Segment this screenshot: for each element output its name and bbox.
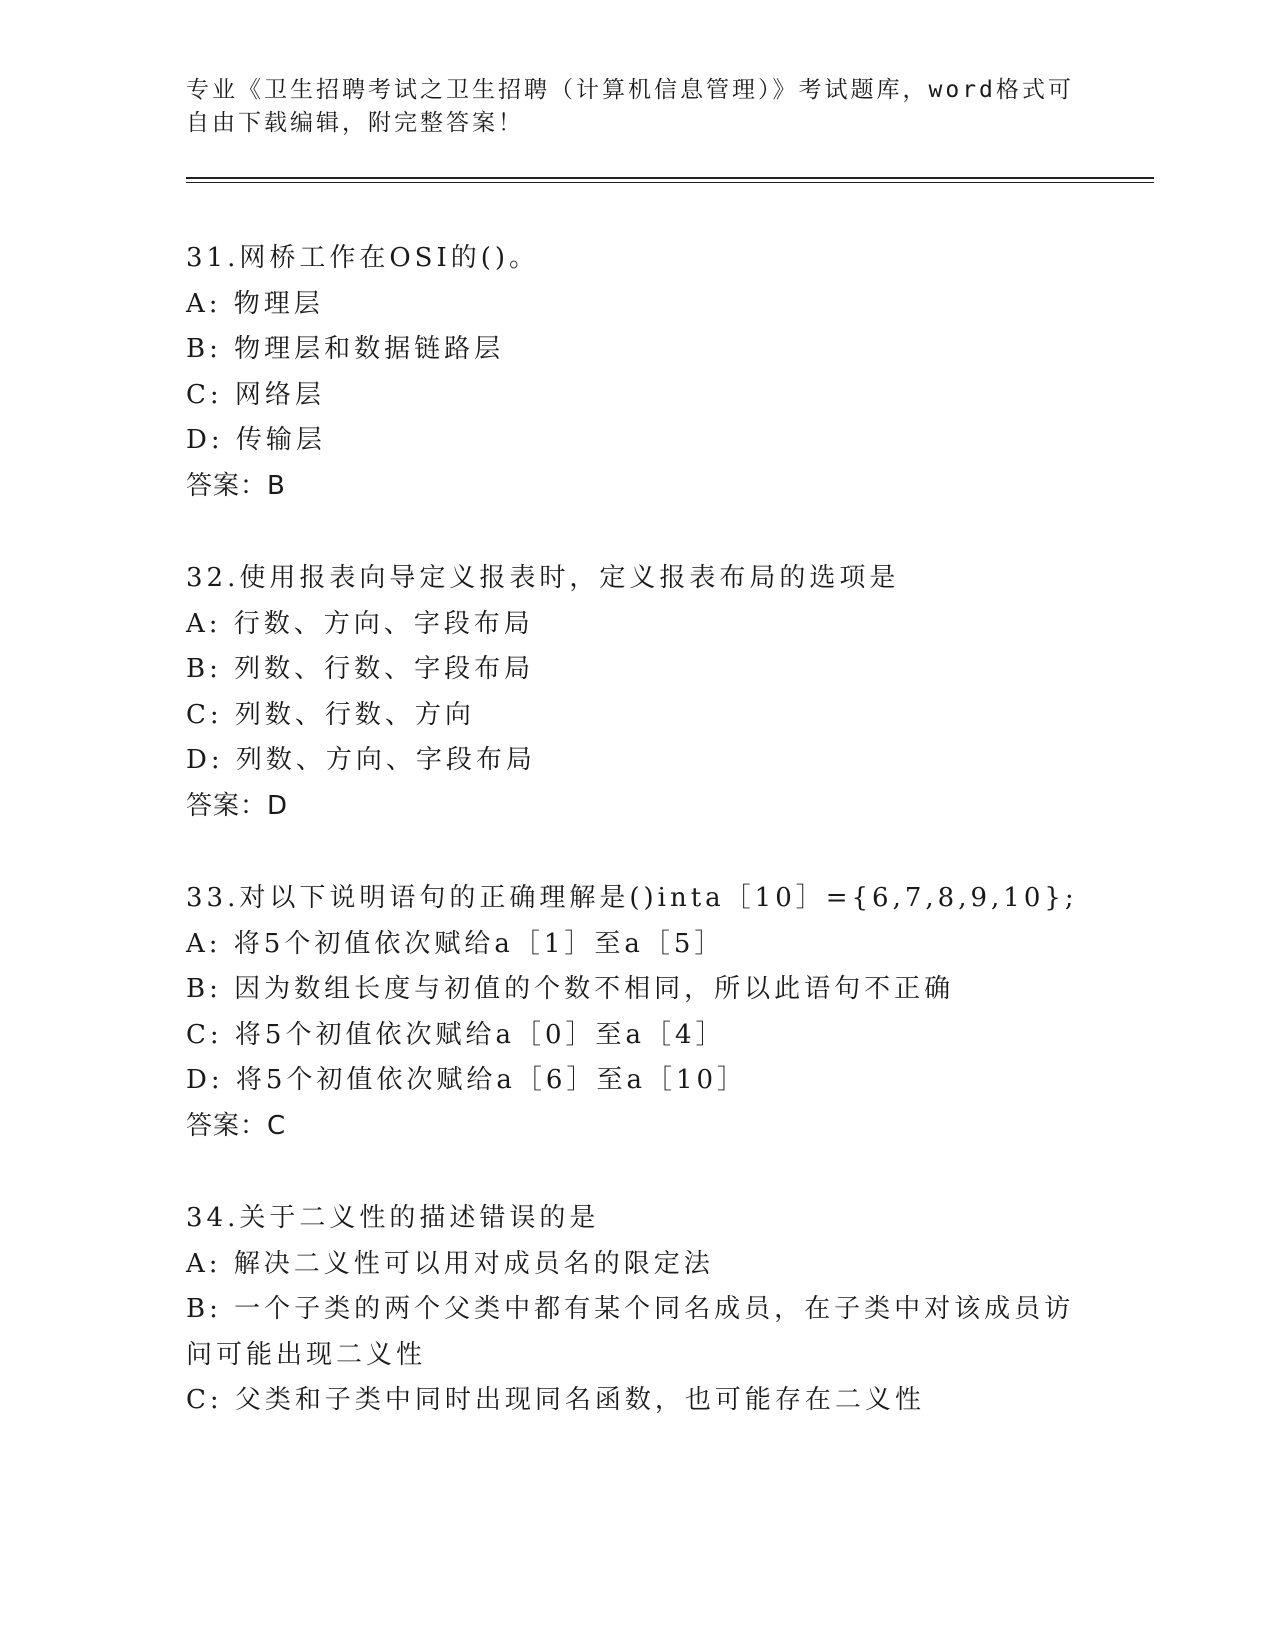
option-c: C: 将5个初值依次赋给a［0］至a［4］: [186, 1019, 726, 1050]
document-header: 专业《卫生招聘考试之卫生招聘（计算机信息管理）》考试题库，word格式可自由下载编辑，附完整答案！: [186, 77, 1074, 136]
question-stem: 33.对以下说明语句的正确理解是()inta［10］={6,7,8,9,10};: [186, 883, 1078, 913]
option-c: C: 父类和子类中同时出现同名函数，也可能存在二义性: [186, 1385, 925, 1415]
answer-label: 答案：D: [186, 790, 289, 821]
header-rule-thin: [186, 182, 1154, 183]
option-c: C: 网络层: [186, 379, 325, 410]
question-stem: 34.关于二义性的描述错误的是: [186, 1203, 600, 1233]
question-31: [186, 236, 1086, 509]
option-a: A: 解决二义性可以用对成员名的限定法: [186, 1248, 714, 1279]
question-32: [186, 556, 1086, 829]
question-stem: 32.使用报表向导定义报表时，定义报表布局的选项是: [186, 563, 900, 593]
option-a: A: 物理层: [186, 288, 324, 319]
option-d: D: 将5个初值依次赋给a［6］至a［10］: [186, 1065, 748, 1095]
header-rule-thick: [186, 177, 1154, 179]
option-d: D: 传输层: [186, 425, 326, 455]
option-c: C: 列数、行数、方向: [186, 699, 475, 730]
question-34: [186, 1196, 1086, 1424]
option-b: B: 一个子类的两个父类中都有某个同名成员，在子类中对该成员访问可能出现二义性: [186, 1294, 1075, 1370]
answer-label: 答案：C: [186, 1110, 287, 1141]
question-stem: 31.网桥工作在OSI的()。: [186, 243, 540, 273]
option-a: A: 行数、方向、字段布局: [186, 608, 534, 639]
option-b: B: 物理层和数据链路层: [186, 334, 505, 364]
option-b: B: 列数、行数、字段布局: [186, 654, 535, 684]
question-33: [186, 876, 1086, 1149]
option-d: D: 列数、方向、字段布局: [186, 745, 536, 775]
option-a: A: 将5个初值依次赋给a［1］至a［5］: [186, 928, 725, 959]
answer-label: 答案：B: [186, 470, 286, 501]
option-b: B: 因为数组长度与初值的个数不相同，所以此语句不正确: [186, 974, 955, 1004]
